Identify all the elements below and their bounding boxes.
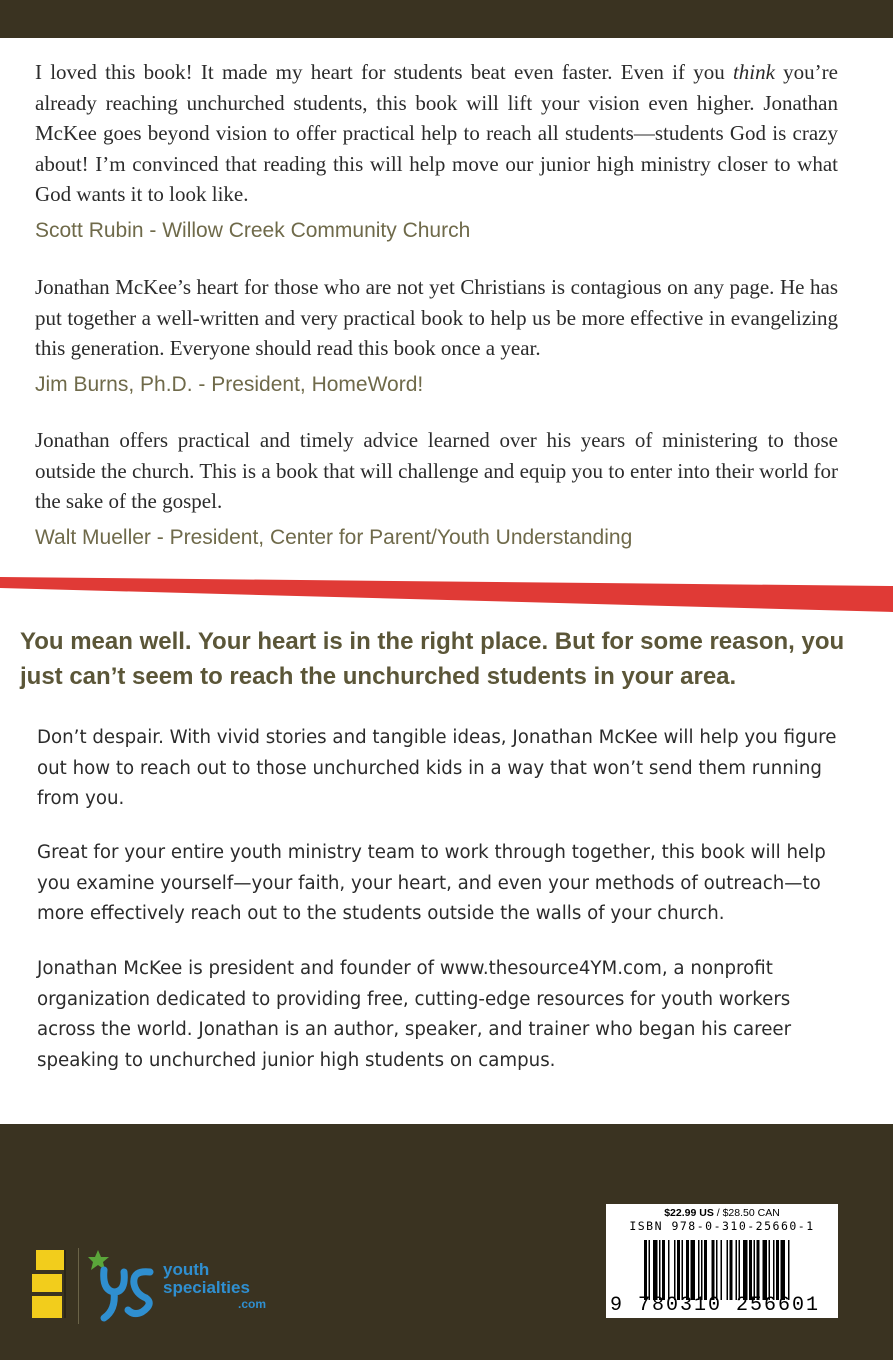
quote-text: you’re already reaching unchurched students, this book will lift your vision even higher. Jonathan McKee goes beyond vision to offer practical help to reach all students—students God is crazy about! I’m convinced that reading this will help move our junior high ministry closer to what God wants it to look like. [35, 60, 838, 206]
barcode-bar [686, 1240, 689, 1300]
barcode-image [644, 1240, 830, 1300]
barcode-bar [682, 1240, 684, 1300]
barcode-bar [727, 1240, 729, 1300]
barcode-bar [649, 1240, 651, 1300]
endorsement-quote-3: Jonathan offers practical and timely advice learned over his years of ministering to those outside the church. This is a book that will challenge and equip you to enter into their world for the sake of the gospel. [35, 428, 838, 513]
barcode-digits: 9 780310 256601 [610, 1294, 821, 1317]
barcode-bar [721, 1240, 723, 1300]
endorsement-attribution-1: Scott Rubin - Willow Creek Community Church [35, 219, 471, 242]
author-bio-paragraph: Jonathan McKee is president and founder of www.thesource4YM.com, a nonprofit organization dedicated to providing free, cutting-edge resources for youth workers across the world. Jonathan is an author, speaker, and trainer who began his career speaking to unchurched junior high students on campus. [37, 958, 792, 1071]
endorsement-attribution-3: Walt Mueller - President, Center for Parent/Youth Understanding [35, 526, 633, 549]
ys-wordmark-youth: youth [163, 1260, 210, 1279]
price-label [606, 1207, 838, 1219]
barcode-bar [788, 1240, 790, 1300]
youth-specialties-ys-icon [88, 1248, 160, 1326]
barcode-bar [739, 1240, 741, 1300]
barcode-bar [698, 1240, 700, 1300]
top-band [0, 0, 893, 38]
description-paragraph-2: Great for your entire youth ministry team to work through together, this book will help you examine yourself—your faith, your heart, and even your methods of outreach—to more effectively reach out to the students outside the walls of your church. [37, 842, 826, 924]
description-paragraph-1: Don’t despair. With vivid stories and tangible ideas, Jonathan McKee will help you figure out how to reach out to those unchurched kids in a way that won’t send them running from you. [37, 727, 837, 809]
barcode-bar [773, 1240, 775, 1300]
barcode-bar [730, 1240, 733, 1300]
barcode-bar [668, 1240, 670, 1300]
barcode-bar [653, 1240, 658, 1300]
price-barcode-box [606, 1204, 838, 1318]
barcode-bar [781, 1240, 786, 1300]
ys-wordmark-specialties: specialties [163, 1278, 250, 1297]
red-divider-band [0, 574, 893, 622]
endorsement-quote-2: Jonathan McKee’s heart for those who are not yet Christians is contagious on any page. He has put together a well-written and very practical book to help us be more effective in evangelizing this generation. Everyone should read this book once a year. [35, 275, 838, 360]
barcode-bar [757, 1240, 760, 1300]
barcode-bar [743, 1240, 748, 1300]
endorsement-quote-1 [35, 57, 838, 210]
barcode-bar [776, 1240, 779, 1300]
back-cover-headline: You mean well. Your heart is in the right place. But for some reason, you just can’t seem to reach the unchurched students in your area. [20, 628, 845, 690]
logo-divider [78, 1248, 79, 1324]
barcode-bar [736, 1240, 738, 1300]
barcode-bar [763, 1240, 768, 1300]
price-can: / $28.50 CAN [713, 1207, 780, 1219]
barcode-bar [674, 1240, 676, 1300]
quote-emphasis: think [732, 60, 775, 84]
barcode-bar [712, 1240, 715, 1300]
endorsement-attribution-2: Jim Burns, Ph.D. - President, HomeWord! [35, 373, 424, 396]
isbn-label: ISBN 978-0-310-25660-1 [629, 1219, 815, 1233]
barcode-bar [754, 1240, 756, 1300]
barcode-bar [644, 1240, 647, 1300]
barcode-bar [691, 1240, 696, 1300]
zondervan-z-icon [30, 1248, 70, 1320]
quote-text: I loved this book! It made my heart for students beat even faster. Even if you [35, 60, 733, 84]
barcode-bar [704, 1240, 707, 1300]
barcode-bar [716, 1240, 718, 1300]
ys-wordmark-com: .com [238, 1297, 267, 1311]
barcode-bar [701, 1240, 703, 1300]
barcode-bar [769, 1240, 771, 1300]
barcode-bar [677, 1240, 680, 1300]
price-us: $22.99 US [664, 1207, 714, 1219]
barcode-bar [749, 1240, 752, 1300]
barcode-bar [662, 1240, 665, 1300]
barcode-bar [659, 1240, 661, 1300]
